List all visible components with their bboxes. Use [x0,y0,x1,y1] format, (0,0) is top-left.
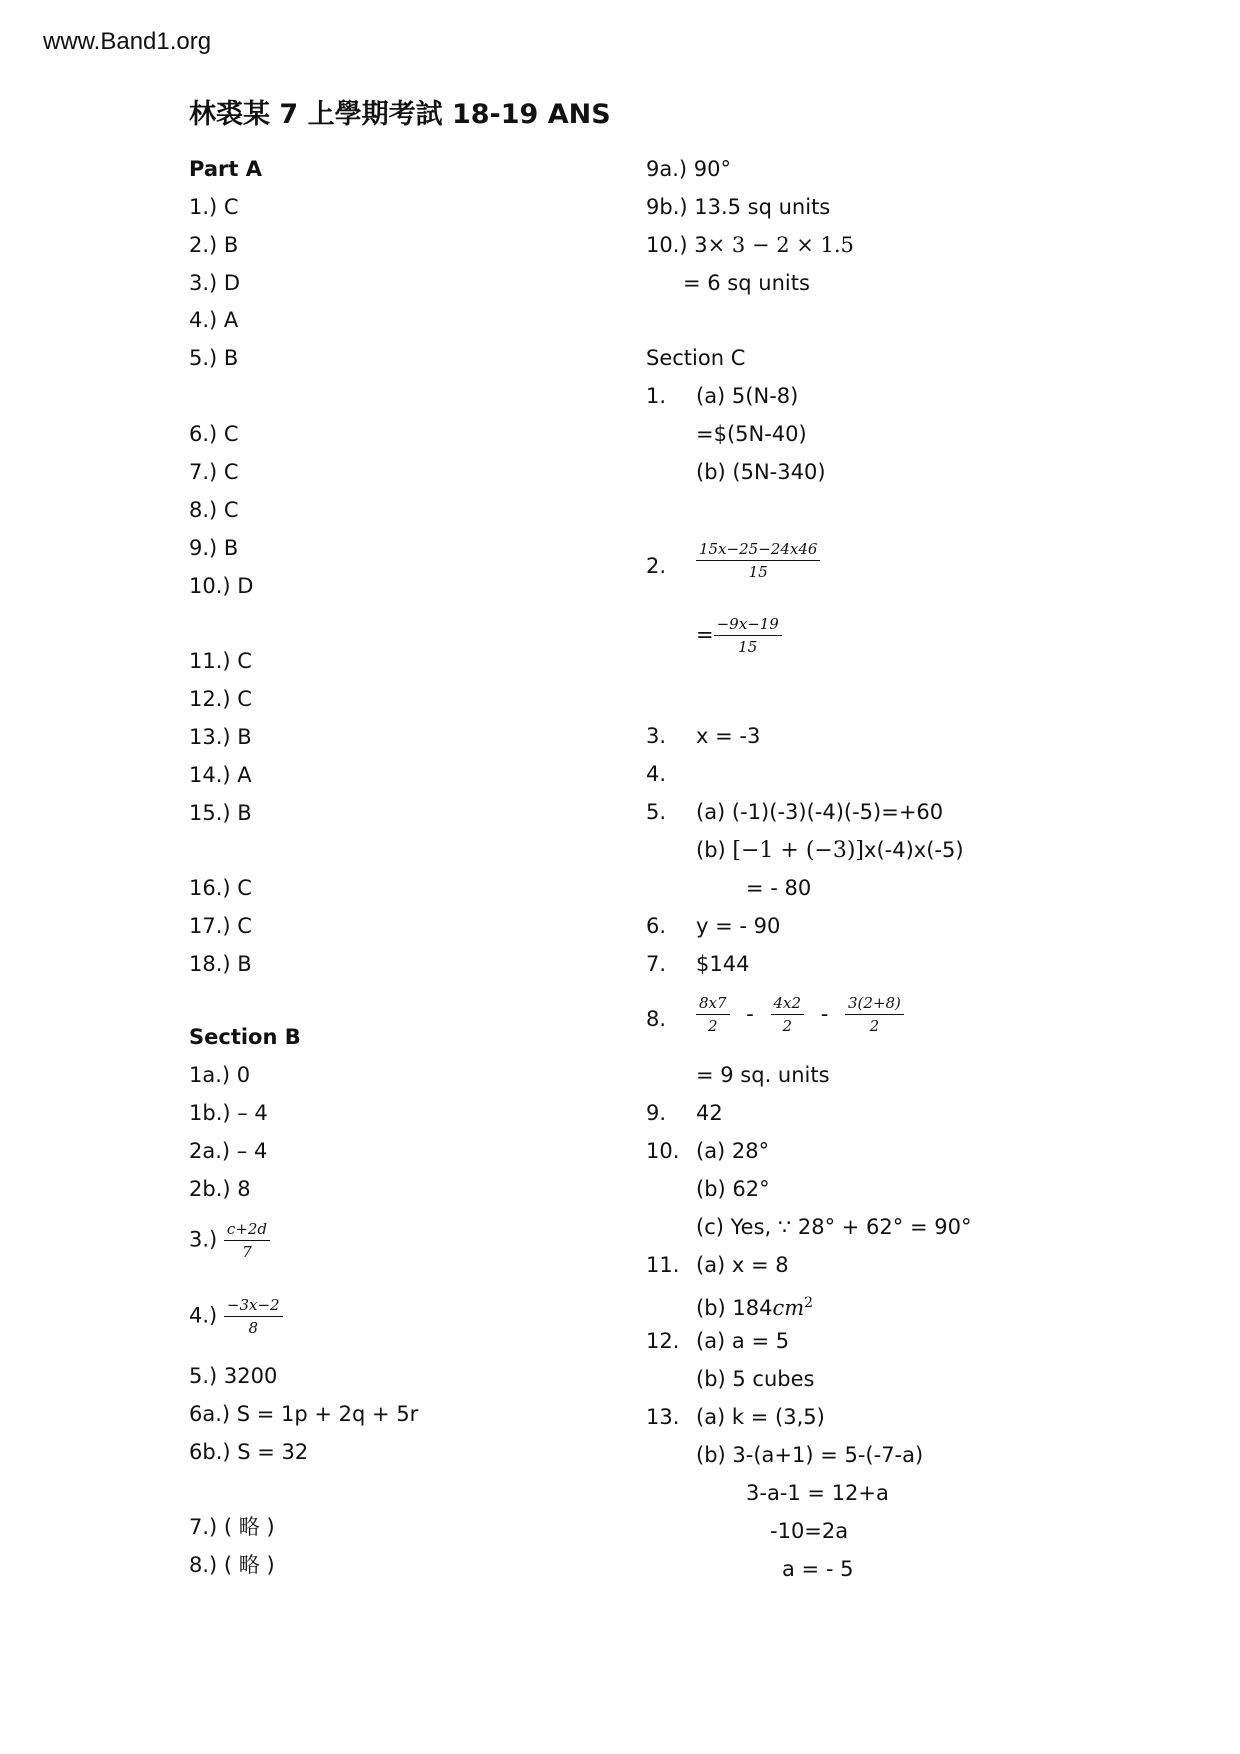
answer-b1b: 1b.) – 4 [189,1101,268,1125]
c11-part-b-exponent: 2 [804,1295,814,1311]
answer-b1a: 1a.) 0 [189,1063,251,1087]
c1-part-a: (a) 5(N-8) [696,384,799,408]
c5-part-b [696,836,964,865]
fraction-numerator: −3x−2 [224,1296,283,1317]
part-a-answer: 13.) B [189,725,252,749]
c11-part-b-value: (b) 184 [696,1296,773,1320]
fraction-denominator: 2 [869,1017,880,1035]
c3-number: 3. [646,724,667,748]
c6-answer: y = - 90 [696,914,781,938]
fraction-numerator: c+2d [224,1220,270,1241]
part-a-answer: 16.) C [189,876,252,900]
c10-part-b: (b) 62° [696,1177,770,1201]
part-a-answer: 2.) B [189,233,239,257]
part-a-heading: Part A [189,157,262,181]
fraction-numerator: 8x7 [696,994,730,1015]
c9-answer: 42 [696,1101,723,1125]
answer-b4 [189,1296,283,1337]
section-b-heading: Section B [189,1025,301,1049]
fraction-numerator: 3(2+8) [845,994,904,1015]
c8-number: 8. [646,1007,667,1031]
c8-fraction-1 [696,994,730,1035]
answer-9b: 9b.) 13.5 sq units [646,195,831,219]
c2-fraction [696,540,820,581]
c13-step-4: a = - 5 [782,1557,854,1581]
c4-number: 4. [646,762,667,786]
answer-b4-fraction [224,1296,283,1337]
c8-minus-2: - [820,1001,829,1026]
c12-number: 12. [646,1329,680,1353]
fraction-denominator: 15 [748,563,768,581]
answer-10-expression: 3 − 2 × 1.5 [725,233,854,257]
part-a-answer: 14.) A [189,763,252,787]
answer-b6b: 6b.) S = 32 [189,1440,309,1464]
c8-expression [696,994,904,1035]
c2-result-line [696,615,782,656]
answer-b8: 8.) ( 略 ) [189,1553,275,1577]
c11-part-b [696,1289,813,1322]
answer-10-result: = 6 sq units [683,271,810,295]
c11-number: 11. [646,1253,680,1277]
c5-part-b-label: (b) [696,838,726,862]
part-a-answer: 7.) C [189,460,239,484]
fraction-denominator: 8 [248,1319,259,1337]
c5-part-b-rest: x(-4)x(-5) [864,838,964,862]
fraction-numerator: 15x−25−24x46 [696,540,820,561]
part-a-answer: 3.) D [189,271,241,295]
c13-step-2: 3-a-1 = 12+a [746,1481,889,1505]
c12-part-a: (a) a = 5 [696,1329,790,1353]
c10-part-c: (c) Yes, ∵ 28° + 62° = 90° [696,1215,972,1239]
part-a-answer: 10.) D [189,574,254,598]
fraction-numerator: 4x2 [771,994,805,1015]
site-url: www.Band1.org [43,28,212,55]
c13-step-3: -10=2a [770,1519,849,1543]
c2-equals: = [696,622,714,647]
section-c-heading: Section C [646,346,746,370]
c13-part-b: (b) 3-(a+1) = 5-(-7-a) [696,1443,924,1467]
fraction-denominator: 7 [242,1243,252,1261]
part-a-answer: 9.) B [189,536,239,560]
answer-b4-label: 4.) [189,1303,218,1328]
c11-part-a: (a) x = 8 [696,1253,789,1277]
c13-number: 13. [646,1405,680,1429]
part-a-answer: 17.) C [189,914,252,938]
c10-number: 10. [646,1139,680,1163]
c1-part-b: (b) (5N-340) [696,460,826,484]
answer-b2b: 2b.) 8 [189,1177,251,1201]
c1-number: 1. [646,384,667,408]
part-a-answer: 1.) C [189,195,239,219]
c1-part-a-result: =$(5N-40) [696,422,807,446]
part-a-answer: 8.) C [189,498,239,522]
part-a-answer: 15.) B [189,801,252,825]
c8-fraction-2 [771,994,805,1035]
c3-answer: x = -3 [696,724,761,748]
c2-fraction-line [696,540,820,581]
answer-10-label: 10.) 3× [646,233,726,257]
answer-b3-fraction [224,1220,270,1261]
answer-b7: 7.) ( 略 ) [189,1515,275,1539]
c5-part-a: (a) (-1)(-3)(-4)(-5)=+60 [696,800,944,824]
answer-10 [646,231,854,259]
c2-number: 2. [646,554,667,578]
c5-number: 5. [646,800,667,824]
part-a-answer: 5.) B [189,346,239,370]
c8-fraction-3 [845,994,904,1035]
answer-b3-label: 3.) [189,1227,218,1252]
c5-part-b-result: = - 80 [746,876,812,900]
fraction-numerator: −9x−19 [714,615,782,636]
c7-number: 7. [646,952,667,976]
part-a-answer: 12.) C [189,687,252,711]
part-a-answer: 18.) B [189,952,252,976]
c5-part-b-expression: [−1 + (−3)] [732,838,865,863]
c8-minus-1: - [746,1001,754,1026]
c10-part-a: (a) 28° [696,1139,770,1163]
fraction-denominator: 2 [782,1017,793,1035]
fraction-denominator: 15 [738,638,758,656]
c8-result: = 9 sq. units [696,1063,830,1087]
c12-part-b: (b) 5 cubes [696,1367,815,1391]
answer-b2a: 2a.) – 4 [189,1139,268,1163]
c7-answer: $144 [696,952,750,976]
answer-9a: 9a.) 90° [646,157,731,181]
answer-b5: 5.) 3200 [189,1364,278,1388]
fraction-denominator: 2 [708,1017,718,1035]
page-title: 林裘某 7 上學期考試 18-19 ANS [189,99,611,130]
c2-result-fraction [714,615,782,656]
part-a-answer: 11.) C [189,649,252,673]
answer-b6a: 6a.) S = 1p + 2q + 5r [189,1402,419,1426]
c11-part-b-unit: cm [772,1296,805,1320]
c13-part-a: (a) k = (3,5) [696,1405,825,1429]
c6-number: 6. [646,914,667,938]
part-a-answer: 6.) C [189,422,239,446]
part-a-answer: 4.) A [189,308,239,332]
answer-b3 [189,1220,270,1261]
c9-number: 9. [646,1101,667,1125]
